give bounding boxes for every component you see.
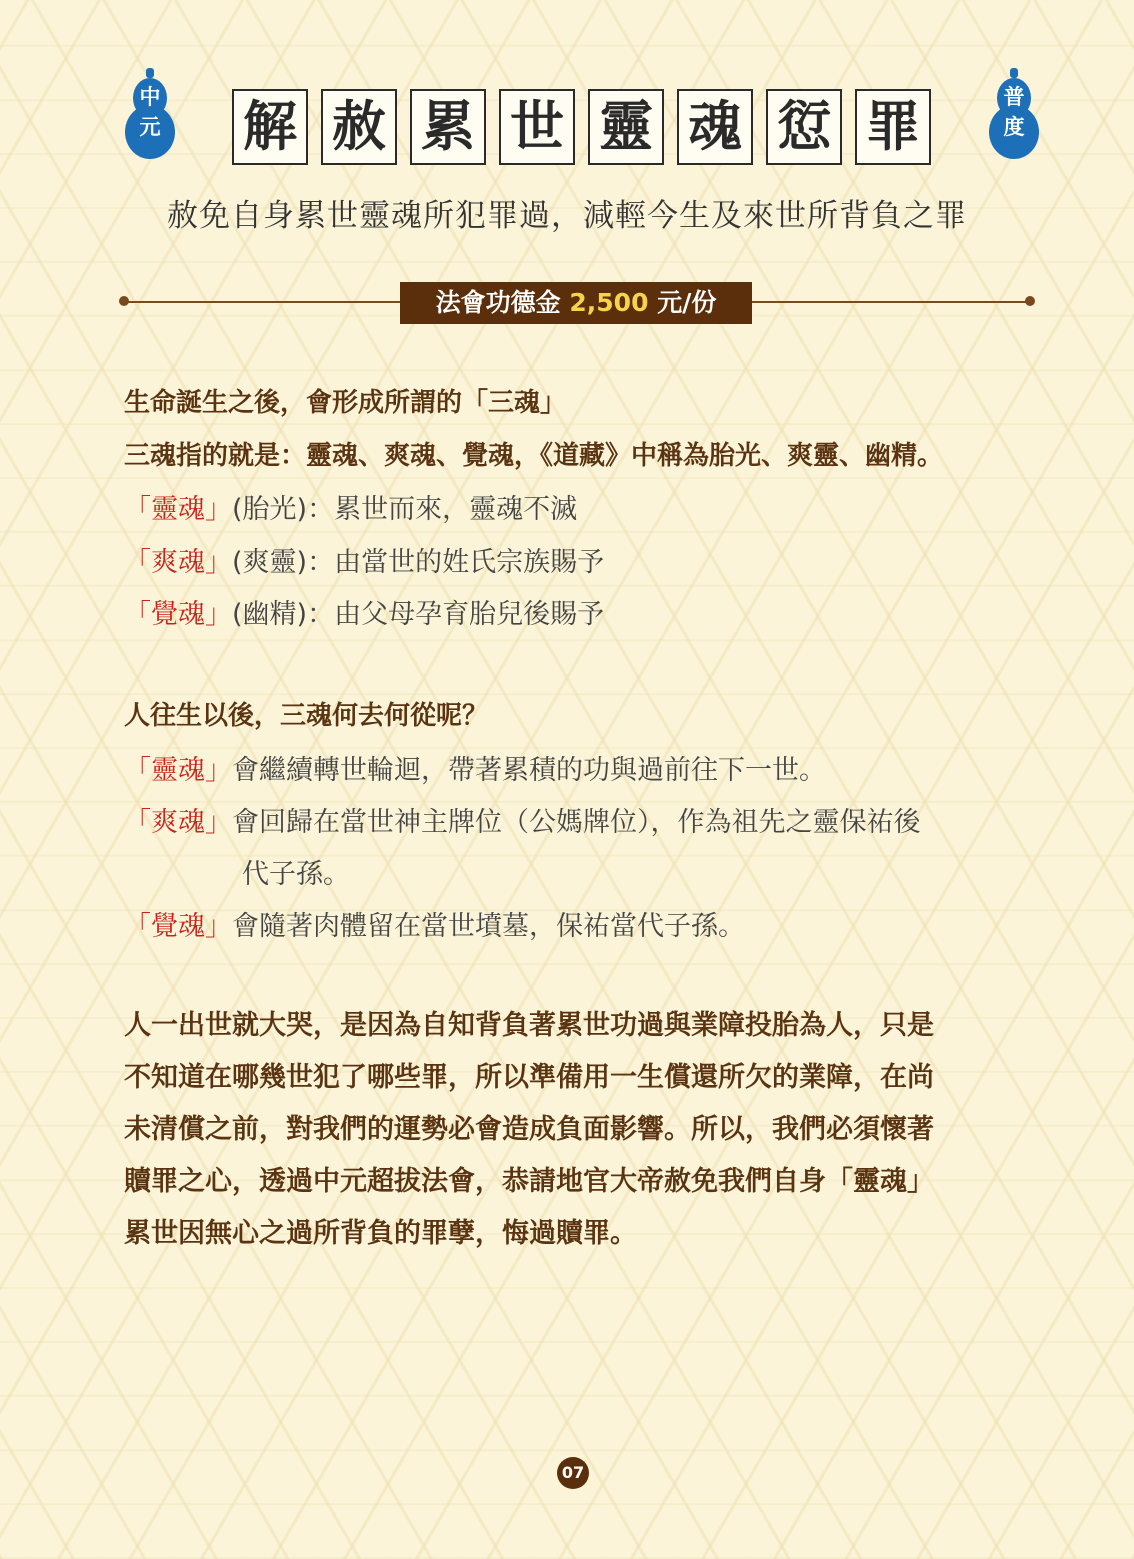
subtitle: 赦免自身累世靈魂所犯罪過，減輕今生及來世所背負之罪 xyxy=(167,198,967,234)
title-char: 赦 xyxy=(321,89,397,165)
paragraph-line: 不知道在哪幾世犯了哪些罪，所以準備用一生償還所欠的業障，在尚 xyxy=(124,1062,934,1093)
soul-item xyxy=(124,592,1024,631)
soul-name: 爽魂 xyxy=(151,547,205,578)
title-char: 魂 xyxy=(677,89,753,165)
soul-name: 爽魂 xyxy=(151,807,205,838)
badge-zhongyuan xyxy=(124,68,176,160)
badge-char: 元 xyxy=(139,114,161,139)
soul-item xyxy=(124,800,1024,839)
bracket-open: 「 xyxy=(124,755,151,786)
soul-item xyxy=(124,904,1024,943)
soul-desc: (胎光)：累世而來，靈魂不滅 xyxy=(232,494,578,525)
paragraph-line: 累世因無心之過所背負的罪孽，悔過贖罪。 xyxy=(124,1218,637,1249)
title-char: 愆 xyxy=(766,89,842,165)
page-number: 07 xyxy=(557,1457,589,1489)
closing-paragraph xyxy=(124,1000,1024,1260)
paragraph-line: 未清償之前，對我們的運勢必會造成負面影響。所以，我們必須懷著 xyxy=(124,1114,934,1145)
badge-char: 中 xyxy=(139,84,161,109)
soul-desc: 會回歸在當世神主牌位（公媽牌位），作為祖先之靈保祐後 xyxy=(232,807,921,838)
section1-heading: 生命誕生之後，會形成所謂的「三魂」 xyxy=(124,388,567,418)
soul-desc: 會繼續轉世輪迴，帶著累積的功與過前往下一世。 xyxy=(232,755,826,786)
divider-dot xyxy=(119,296,129,306)
paragraph-line: 人一出世就大哭，是因為自知背負著累世功過與業障投胎為人，只是 xyxy=(124,1010,934,1041)
soul-name: 覺魂 xyxy=(151,911,205,942)
soul-name: 靈魂 xyxy=(151,494,205,525)
section1-line2: 三魂指的就是：靈魂、爽魂、覺魂，《道藏》中稱為胎光、爽靈、幽精。 xyxy=(124,441,944,471)
soul-item xyxy=(124,748,1024,787)
page-title xyxy=(232,89,934,167)
price-label: 法會功德金 xyxy=(435,288,561,317)
badge-pudu xyxy=(988,68,1040,160)
price-amount: 2,500 xyxy=(569,288,649,317)
bracket-close: 」 xyxy=(205,599,232,630)
soul-name: 覺魂 xyxy=(151,599,205,630)
bracket-open: 「 xyxy=(124,599,151,630)
soul-item xyxy=(124,487,1024,526)
paragraph-line: 贖罪之心，透過中元超拔法會，恭請地官大帝赦免我們自身「靈魂」 xyxy=(124,1166,934,1197)
bracket-close: 」 xyxy=(205,547,232,578)
soul-desc: (幽精)：由父母孕育胎兒後賜予 xyxy=(232,599,605,630)
bracket-open: 「 xyxy=(124,494,151,525)
bracket-open: 「 xyxy=(124,547,151,578)
bracket-open: 「 xyxy=(124,807,151,838)
title-char: 累 xyxy=(410,89,486,165)
section2-heading: 人往生以後，三魂何去何從呢？ xyxy=(124,701,489,731)
soul-desc: (爽靈)：由當世的姓氏宗族賜予 xyxy=(232,547,605,578)
badge-char: 度 xyxy=(1003,114,1025,139)
divider-dot xyxy=(1025,296,1035,306)
title-char: 世 xyxy=(499,89,575,165)
title-char: 罪 xyxy=(855,89,931,165)
soul-desc: 會隨著肉體留在當世墳墓，保祐當代子孫。 xyxy=(232,911,745,942)
soul-item xyxy=(124,540,1024,579)
badge-char: 普 xyxy=(1003,84,1025,109)
soul-desc: 代子孫。 xyxy=(242,859,350,890)
price-unit: 元/份 xyxy=(657,288,717,317)
bracket-close: 」 xyxy=(205,494,232,525)
bracket-close: 」 xyxy=(205,911,232,942)
title-char: 靈 xyxy=(588,89,664,165)
soul-item-continued xyxy=(242,852,1134,891)
bracket-open: 「 xyxy=(124,911,151,942)
soul-name: 靈魂 xyxy=(151,755,205,786)
bracket-close: 」 xyxy=(205,807,232,838)
bracket-close: 」 xyxy=(205,755,232,786)
price-banner xyxy=(400,282,752,324)
title-char: 解 xyxy=(232,89,308,165)
